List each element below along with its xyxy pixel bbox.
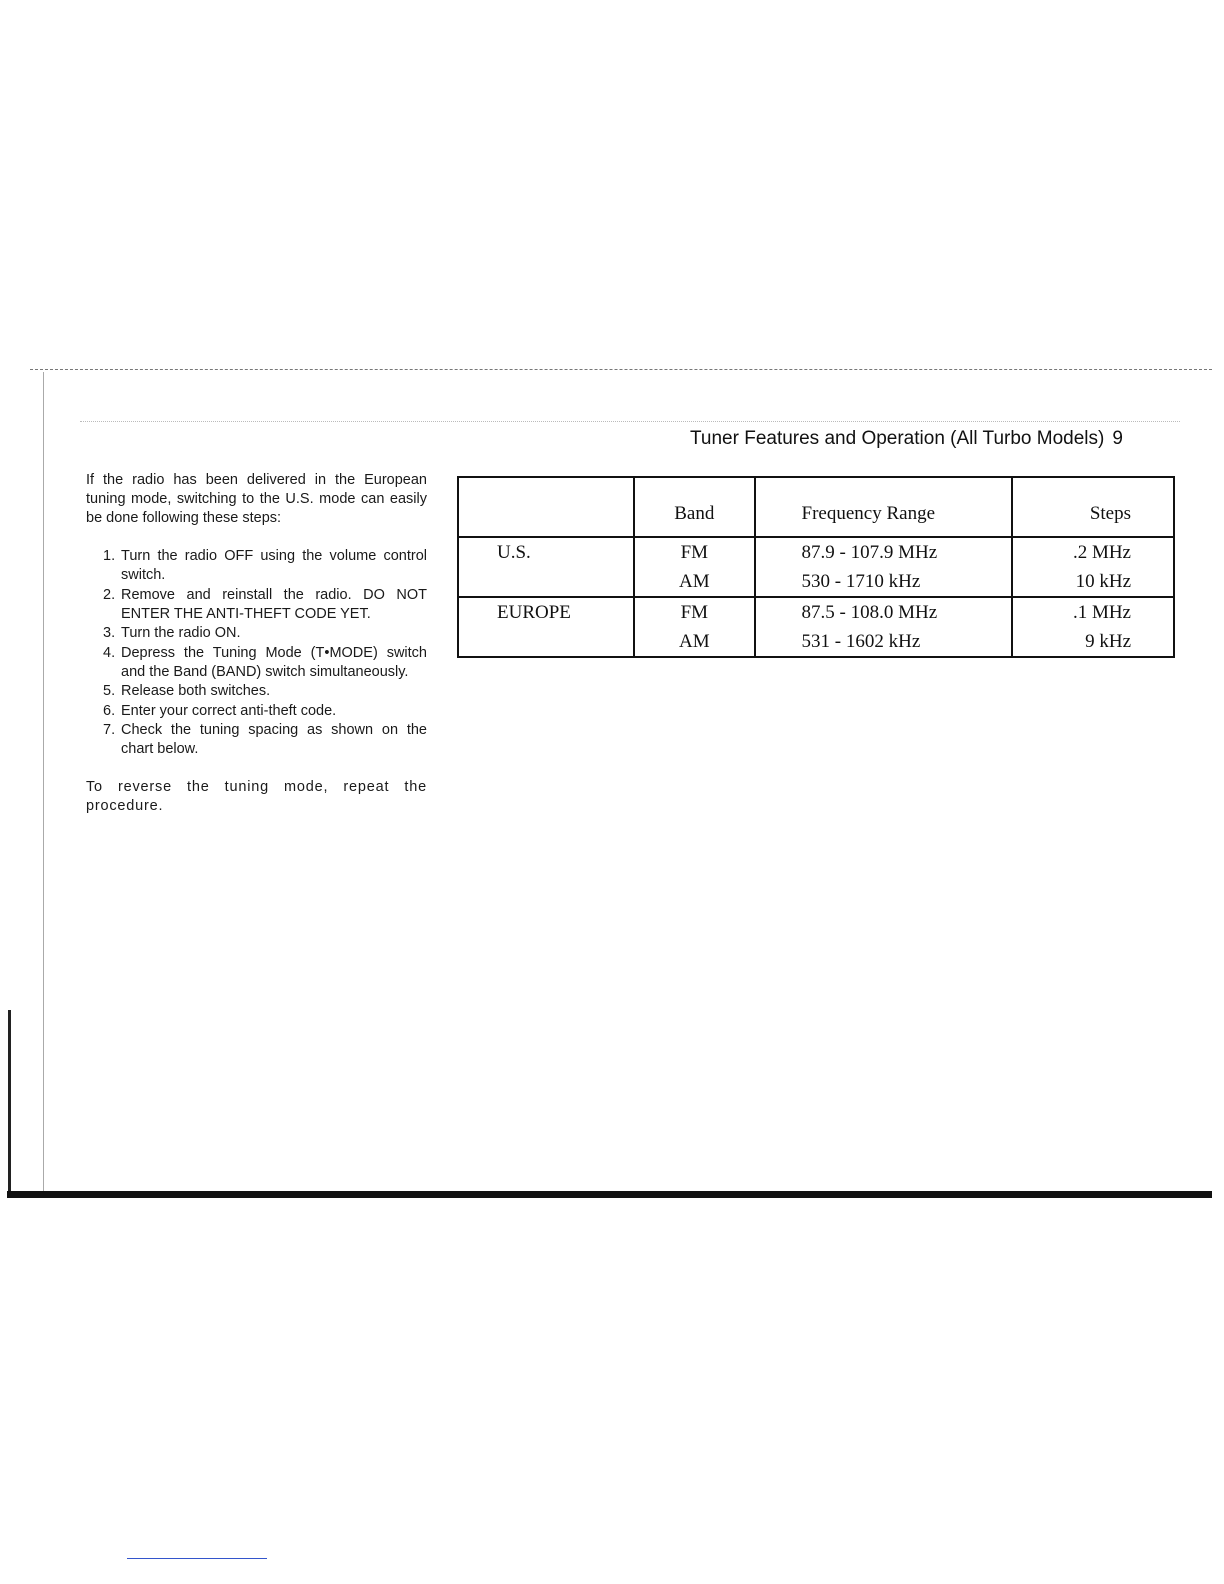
steps-list (86, 547, 427, 759)
scan-left-edge (43, 372, 44, 1192)
list-item (86, 721, 427, 759)
cell-steps: .2 MHz (1012, 537, 1174, 567)
step-text: Depress the Tuning Mode (T•MODE) switch and the Band (BAND) switch simultaneously. (121, 644, 427, 680)
step-text: Release both switches. (121, 683, 271, 699)
header-steps: Steps (1012, 477, 1174, 537)
cell-steps: .1 MHz (1012, 597, 1174, 627)
scan-binding-edge (8, 1010, 11, 1192)
step-text: Check the tuning spacing as shown on the chart below. (121, 722, 427, 757)
header-region (458, 477, 634, 537)
step-number: 5. (103, 683, 116, 699)
page-number: 9 (1112, 428, 1123, 449)
cell-range: 530 - 1710 kHz (755, 567, 1012, 597)
cell-band: AM (634, 567, 754, 597)
intro-paragraph: If the radio has been delivered in the European tuning mode, switching to the U.S. mode can easily be done following these steps: (86, 472, 427, 526)
instructions-column (86, 471, 427, 831)
frequency-table (457, 476, 1175, 658)
cell-region: EUROPE (458, 597, 634, 627)
table-row (458, 627, 1174, 657)
step-text: Turn the radio OFF using the volume control switch. (121, 548, 427, 583)
cell-steps: 10 kHz (1012, 567, 1174, 597)
step-number: 4. (103, 644, 116, 661)
table-row (458, 597, 1174, 627)
step-text: Remove and reinstall the radio. DO NOT ENTER THE ANTI-THEFT CODE YET. (121, 586, 427, 622)
cell-range: 87.9 - 107.9 MHz (755, 537, 1012, 567)
table-header-row (458, 477, 1174, 537)
cell-band: AM (634, 627, 754, 657)
scan-dotted-line (80, 421, 1180, 422)
table-row (458, 567, 1174, 597)
step-number: 7. (103, 722, 116, 738)
header-band: Band (634, 477, 754, 537)
step-text: Enter your correct anti-theft code. (121, 702, 337, 719)
list-item (86, 682, 427, 701)
list-item (86, 644, 427, 682)
outro-paragraph: To reverse the tuning mode, repeat the procedure. (86, 779, 427, 814)
cell-band: FM (634, 597, 754, 627)
list-item (86, 702, 427, 721)
step-number: 2. (103, 586, 116, 603)
cell-range: 531 - 1602 kHz (755, 627, 1012, 657)
step-number: 6. (103, 702, 116, 719)
scan-top-line (30, 369, 1212, 370)
scan-underline-mark (127, 1558, 267, 1559)
table-row (458, 537, 1174, 567)
header-frequency-range: Frequency Range (755, 477, 1012, 537)
header-title: Tuner Features and Operation (All Turbo Models) (690, 428, 1105, 449)
page-header (690, 428, 1156, 450)
scan-bottom-bar (7, 1191, 1212, 1198)
cell-region (458, 567, 634, 597)
cell-steps: 9 kHz (1012, 627, 1174, 657)
cell-range: 87.5 - 108.0 MHz (755, 597, 1012, 627)
cell-band: FM (634, 537, 754, 567)
cell-region: U.S. (458, 537, 634, 567)
list-item (86, 624, 427, 643)
step-text: Turn the radio ON. (121, 625, 241, 641)
list-item (86, 547, 427, 585)
step-number: 3. (103, 625, 116, 641)
cell-region (458, 627, 634, 657)
step-number: 1. (103, 548, 116, 564)
list-item (86, 586, 427, 624)
